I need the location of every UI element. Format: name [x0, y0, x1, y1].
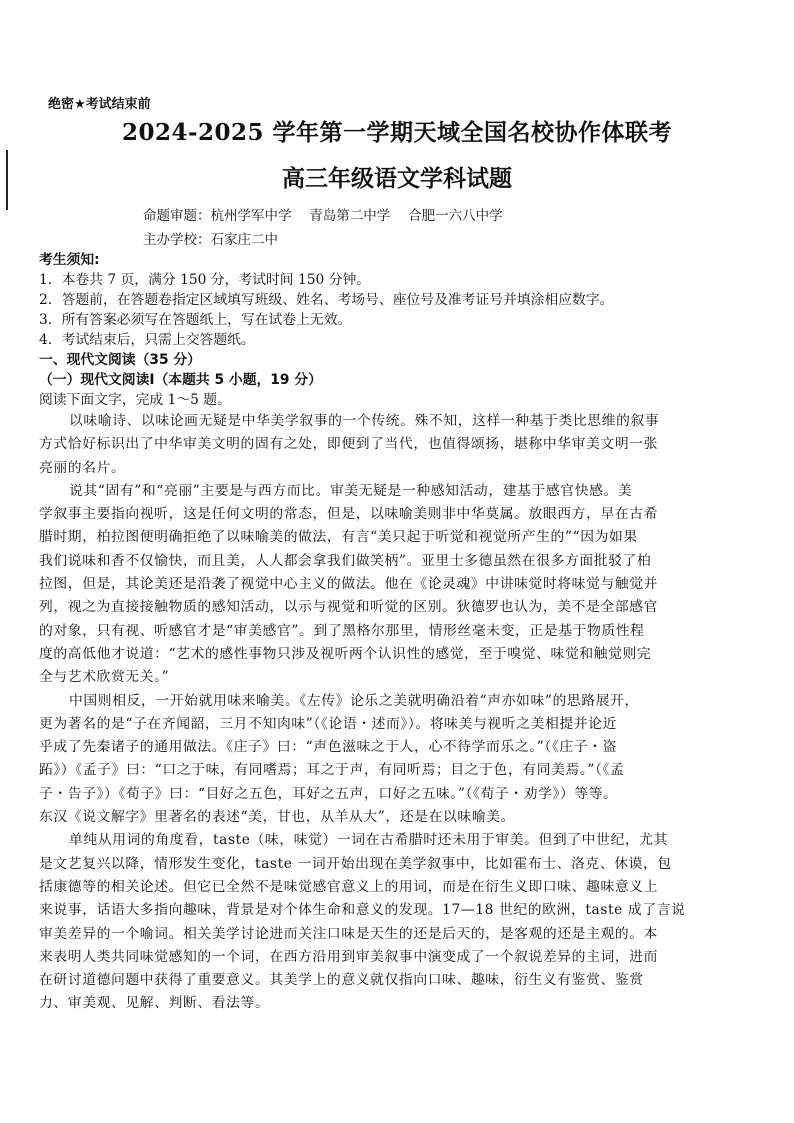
reading-instruction: 阅读下面文字，完成 1～5 题。: [39, 392, 231, 408]
passage-line: 子・告子》）《荀子》曰：“目好之五色，耳好之五声，口好之五味。”（《荀子・劝学》）等等。: [39, 785, 618, 802]
confidential-label: 绝密★考试结束前: [48, 97, 151, 112]
passage-line: 亮丽的名片。: [39, 459, 126, 476]
passage-line: 以味喻诗、以味论画无疑是中华美学叙事的一个传统。殊不知，这样一种基于类比思维的叙事: [69, 413, 660, 429]
passage-line: 跖》）《孟子》曰：“口之于味，有同嗜焉；耳之于声，有同听焉；目之于色，有同美焉。”（《孟: [39, 762, 625, 779]
passage-line: 是文艺复兴以降，情形发生变化，taste 一词开始出现在美学叙事中，比如霍布士、洛克、休谟，包: [39, 855, 672, 872]
passage-line: 的对象，只有视、听感官才是“审美感官”。到了黑格尔那里，情形丝毫未变，正是基于物质性程: [39, 622, 645, 639]
host-school: 主办学校：石家庄二中: [143, 232, 278, 248]
exam-subtitle: 高三年级语文学科试题: [282, 165, 512, 192]
passage-line: 我们说味和香不仅愉快，而且美，人人都会拿我们做笑柄”。亚里士多德虽然在很多方面批驳了柏: [39, 552, 652, 569]
passage-line: 列，视之为直接接触物质的感知活动，以示与视觉和听觉的区别。狄德罗也认为，美不是全部感官: [39, 599, 659, 616]
passage-line: 拉图，但是，其论美还是沿袭了视觉中心主义的做法。他在《论灵魂》中讲味觉时将味觉与触觉并: [39, 576, 659, 593]
notice-item: 2．答题前，在答题卷指定区域填写班级、姓名、考场号、座位号及准考证号并填涂相应数字。: [39, 292, 614, 308]
proposer-schools: 命题审题：杭州学军中学 青岛第二中学 合肥一六八中学: [143, 208, 503, 224]
passage-line: 方式恰好标识出了中华审美文明的固有之处，即便到了当代，也值得颂扬，堪称中华审美文明一张: [39, 436, 659, 453]
passage-line: 中国则相反，一开始就用味来喻美。《左传》论乐之美就明确沿着“声亦如味”的思路展开，: [69, 692, 639, 709]
passage-line: 东汉《说文解字》里著名的表述“美，甘也，从羊从大”，还是在以味喻美。: [39, 809, 516, 826]
passage-line: 全与艺术欣赏无关。”: [39, 669, 170, 686]
passage-line: 更为著名的是“子在齐闻韶，三月不知肉味”（《论语・述而》）。将味美与视听之美相提并论近: [39, 715, 617, 732]
passage-line: 力、审美观、见解、判断、看法等。: [39, 995, 270, 1012]
passage-paragraph-1: [39, 410, 779, 480]
passage-line: 学叙事主要指向视听，这是任何文明的常态，但是，以味喻美则非中华莫属。放眼西方，早在古希: [39, 506, 659, 523]
subsection-heading: （一）现代文阅读Ⅰ（本题共 5 小题，19 分）: [39, 372, 322, 388]
passage-paragraph-4: [39, 829, 779, 1015]
exam-body: [39, 250, 779, 1016]
passage-paragraph-2: [39, 480, 779, 690]
notice-item: 1．本卷共 7 页，满分 150 分，考试时间 150 分钟。: [39, 272, 371, 288]
notice-item: 4．考试结束后，只需上交答题纸。: [39, 332, 255, 348]
exam-title: 2024-2025 学年第一学期天域全国名校协作体联考: [121, 119, 673, 146]
notice-item: 3．所有答案必须写在答题纸上，写在试卷上无效。: [39, 312, 352, 328]
passage-line: 腊时期，柏拉图便明确拒绝了以味喻美的做法，有言“美只起于听觉和视觉所产生的”“因为如果: [39, 529, 638, 546]
passage-line: 单纯从用词的角度看，taste（味，味觉）一词在古希腊时还未用于审美。但到了中世纪，尤其: [69, 832, 669, 849]
passage-paragraph-3: [39, 690, 779, 830]
section-heading: 一、现代文阅读（35 分）: [39, 352, 201, 368]
passage-line: 在研讨道德问题中获得了重要意义。其美学上的意义就仅指向口味、趣味，衍生义有鉴赏、鉴赏: [39, 972, 644, 989]
passage-line: 度的高低他才说道：“艺术的感性事物只涉及视听两个认识性的感觉，至于嗅觉、味觉和触觉则完: [39, 645, 652, 662]
passage-line: 审美差异的一个喻词。相关美学讨论进而关注口味是天生的还是后天的，是客观的还是主观的。本: [39, 925, 659, 942]
passage-line: 括康德等的相关论述。但它已全然不是味觉感官意义上的用词，而是在衍生义即口味、趣味意义上: [39, 878, 659, 895]
passage-line: 说其“固有”和“亮丽”主要是与西方而比。审美无疑是一种感知活动，建基于感官快感。美: [69, 482, 633, 499]
notice-heading: 考生须知:: [39, 252, 100, 268]
passage-line: 来说事，话语大多指向趣味，背景是对个体生命和意义的发现。17—18 世纪的欧洲，taste 成了言说: [39, 902, 686, 919]
passage-line: 乎成了先秦诸子的通用做法。《庄子》曰：“声色滋味之于人，心不待学而乐之。”（《庄子・盗: [39, 739, 617, 756]
passage-line: 来表明人类共同味觉感知的一个词，在西方沿用到审美叙事中演变成了一个叙说差异的主词，进而: [39, 948, 659, 965]
